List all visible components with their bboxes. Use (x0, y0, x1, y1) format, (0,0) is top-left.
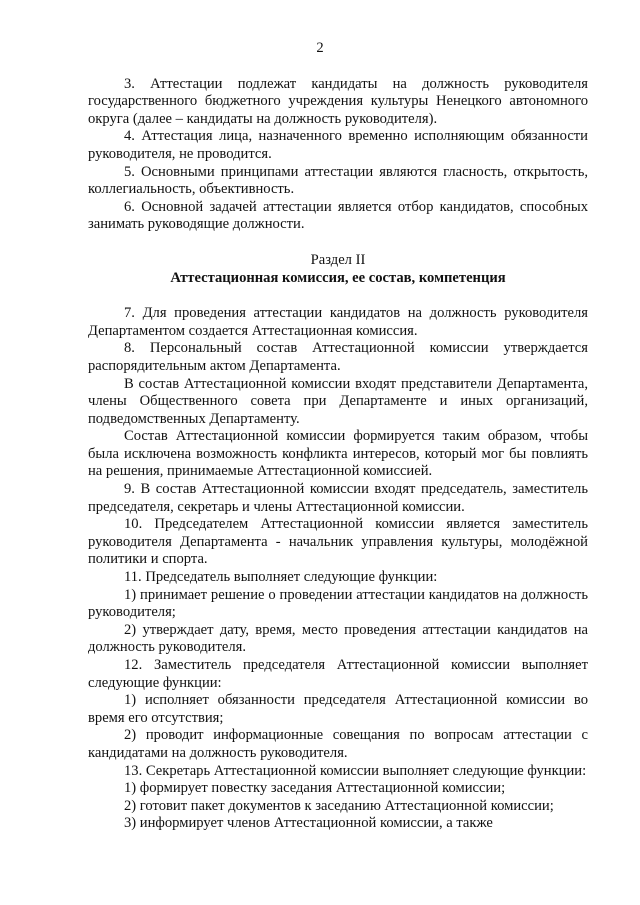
section-heading (88, 252, 588, 287)
paragraph-13-item-3: 3) информирует членов Аттестационной комиссии, а также (124, 815, 493, 832)
paragraph-5: 5. Основными принципами аттестации являются гласность, открытость, коллегиальность, объективность. (88, 163, 588, 198)
paragraph-10: 10. Председателем Аттестационной комиссии является заместитель руководителя Департамента - начальник управления культуры, молодёжной политики и спорта. (88, 516, 588, 568)
paragraph-4: 4. Аттестация лица, назначенного временно исполняющим обязанности руководителя, не проводится. (88, 128, 588, 162)
paragraph-6: 6. Основной задачей аттестации является отбор кандидатов, способных занимать руководящие должности. (88, 198, 588, 233)
paragraph-12-item-2: 2) проводит информационные совещания по вопросам аттестации с кандидатами на должность руководителя. (88, 727, 588, 761)
paragraph-12-item-1: 1) исполняет обязанности председателя Аттестационной комиссии во время его отсутствия; (88, 692, 588, 726)
section-title: Аттестационная комиссия, ее состав, компетенция (170, 269, 506, 286)
paragraph-8: 8. Персональный состав Аттестационной комиссии утверждается распорядительным актом Департамента. (88, 340, 588, 374)
section-label: Раздел II (310, 251, 366, 268)
paragraph-11-item-2: 2) утверждает дату, время, место проведения аттестации кандидатов на должность руководителя. (88, 621, 588, 656)
paragraph-11: 11. Председатель выполняет следующие функции: (124, 569, 438, 586)
paragraph-13: 13. Секретарь Аттестационной комиссии выполняет следующие функции: (124, 762, 587, 779)
paragraph-13-item-2: 2) готовит пакет документов к заседанию Аттестационной комиссии; (124, 797, 554, 814)
paragraph-9: 9. В состав Аттестационной комиссии входят председатель, заместитель председателя, секретарь и члены Аттестационной комиссии. (88, 481, 588, 515)
paragraph-13-item-1: 1) формирует повестку заседания Аттестационной комиссии; (124, 780, 506, 797)
page-number: 2 (316, 40, 324, 56)
paragraphs-bottom (88, 305, 588, 833)
paragraph-7: 7. Для проведения аттестации кандидатов на должность руководителя Департаментом создается Аттестационная комиссия. (88, 305, 588, 339)
paragraph-8-conflict: Состав Аттестационной комиссии формируется таким образом, чтобы была исключена возможность конфликта интересов, который мог бы повлиять на решения, принимаемые Аттестационной комиссией. (88, 428, 588, 480)
paragraph-11-item-1: 1) принимает решение о проведении аттестации кандидатов на должность руководителя; (88, 586, 588, 621)
paragraphs-top (88, 76, 588, 234)
paragraph-8-members: В состав Аттестационной комиссии входят представители Департамента, члены Общественного совета при Департаменте и иных организаций, подведомственных Департаменту. (88, 375, 588, 427)
paragraph-12: 12. Заместитель председателя Аттестационной комиссии выполняет следующие функции: (88, 657, 588, 691)
paragraph-3: 3. Аттестации подлежат кандидаты на должность руководителя государственного бюджетного учреждения культуры Ненецкого автономного округа (далее – кандидаты на должность руководителя). (88, 75, 588, 127)
